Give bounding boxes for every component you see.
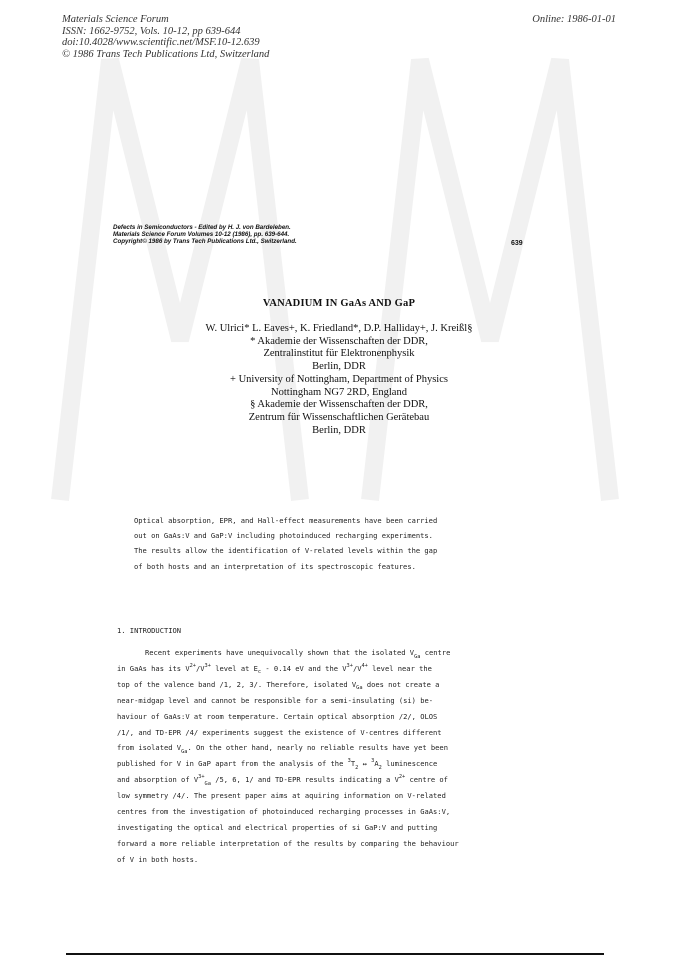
journal-header-right [532, 14, 616, 26]
introduction-body [117, 645, 459, 868]
journal-name: Materials Science Forum [62, 14, 169, 25]
body-line: of V in both hosts. [117, 854, 199, 864]
abstract-line: The results allow the identification of V-related levels within the gap [134, 546, 438, 556]
body-line: top of the valence band /1, 2, 3/. Therefore, isolated $V_{Ga}$ does not create a [117, 679, 440, 692]
publication-info-line: Defects in Semiconductors - Edited by H. J. von Bardeleben. [113, 224, 291, 231]
body-line: published for V in GaP apart from the analysis of the $^3T_2$ ↔ $^3A_2$ luminescence [117, 758, 438, 771]
affiliation-line: Berlin, DDR [312, 424, 366, 436]
affiliation-line: + University of Nottingham, Department of Physics [230, 373, 448, 385]
journal-doi[interactable]: doi:10.4028/www.scientific.net/MSF.10-12.639 [62, 37, 260, 48]
watermark-background [40, 40, 640, 520]
abstract-line: Optical absorption, EPR, and Hall-effect measurements have been carried [134, 516, 438, 525]
affiliation-line: Zentrum für Wissenschaftlichen Gerätebau [248, 411, 430, 423]
body-line: from isolated $V_{Ga}$. On the other hand, nearly no reliable results have yet been [117, 743, 448, 755]
body-line: and absorption of $V^{3+}_{Ga}$ /5, 6, 1/ and TD-EPR results indicating a $V^{2+}$ centre of [117, 774, 448, 787]
section-heading: 1. INTRODUCTION [117, 626, 182, 635]
body-line: in GaAs has its $V^{2+}/V^{3+}$ level at $E_c - 0.14$ eV and the $V^{3+}/V^{4+}$ level near the [117, 662, 432, 676]
publication-info-line: Copyright© 1986 by Trans Tech Publications Ltd., Switzerland. [113, 238, 297, 246]
abstract-line: out on GaAs:V and GaP:V including photoinduced recharging experiments. [134, 531, 433, 541]
abstract [134, 513, 437, 574]
affiliation-line: § Akademie der Wissenschaften der DDR, [250, 399, 428, 411]
body-line: near-midgap level and cannot be responsible for a semi-insulating (si) be- [117, 695, 434, 705]
author-block [0, 323, 678, 437]
affiliation-line: Nottingham NG7 2RD, England [271, 386, 407, 398]
affiliation-line: Berlin, DDR [312, 361, 366, 373]
body-line: forward a more reliable interpretation of the results by comparing the behaviour [117, 838, 459, 848]
author-list: W. Ulrici* L. Eaves+, K. Friedland*, D.P. Halliday+, J. Kreißl§ [205, 323, 473, 334]
body-line: centres from the investigation of photoinduced recharging processes in GaAs:V, [117, 807, 451, 817]
journal-copyright: © 1986 Trans Tech Publications Ltd, Switzerland [62, 48, 270, 60]
page-number: 639 [511, 240, 523, 247]
publication-info [113, 224, 297, 246]
bottom-rule [66, 953, 604, 955]
journal-issn: ISSN: 1662-9752, Vols. 10-12, pp 639-644 [62, 25, 241, 37]
body-line: investigating the optical and electrical properties of si GaP:V and putting [117, 822, 438, 832]
body-line: Recent experiments have unequivocally shown that the isolated $V_{Ga}$ centre [145, 648, 451, 660]
body-line: /1/, and TD-EPR /4/ experiments suggest the existence of V-centres different [117, 727, 442, 737]
body-line: haviour of GaAs:V at room temperature. Certain optical absorption /2/, OLOS [117, 711, 438, 721]
paper-title: VANADIUM IN GaAs AND GaP [262, 298, 416, 309]
body-line: low symmetry /4/. The present paper aims at aquiring information on V-related [117, 791, 446, 801]
publication-info-line: Materials Science Forum Volumes 10-12 (1986), pp. 639-644. [113, 231, 290, 239]
affiliation-line: Zentralinstitut für Elektronenphysik [263, 348, 415, 360]
abstract-line: of both hosts and an interpretation of its spectroscopic features. [134, 561, 416, 571]
affiliation-line: * Akademie der Wissenschaften der DDR, [250, 335, 428, 347]
online-date: Online: 1986-01-01 [532, 14, 616, 25]
journal-header-left [62, 14, 269, 60]
